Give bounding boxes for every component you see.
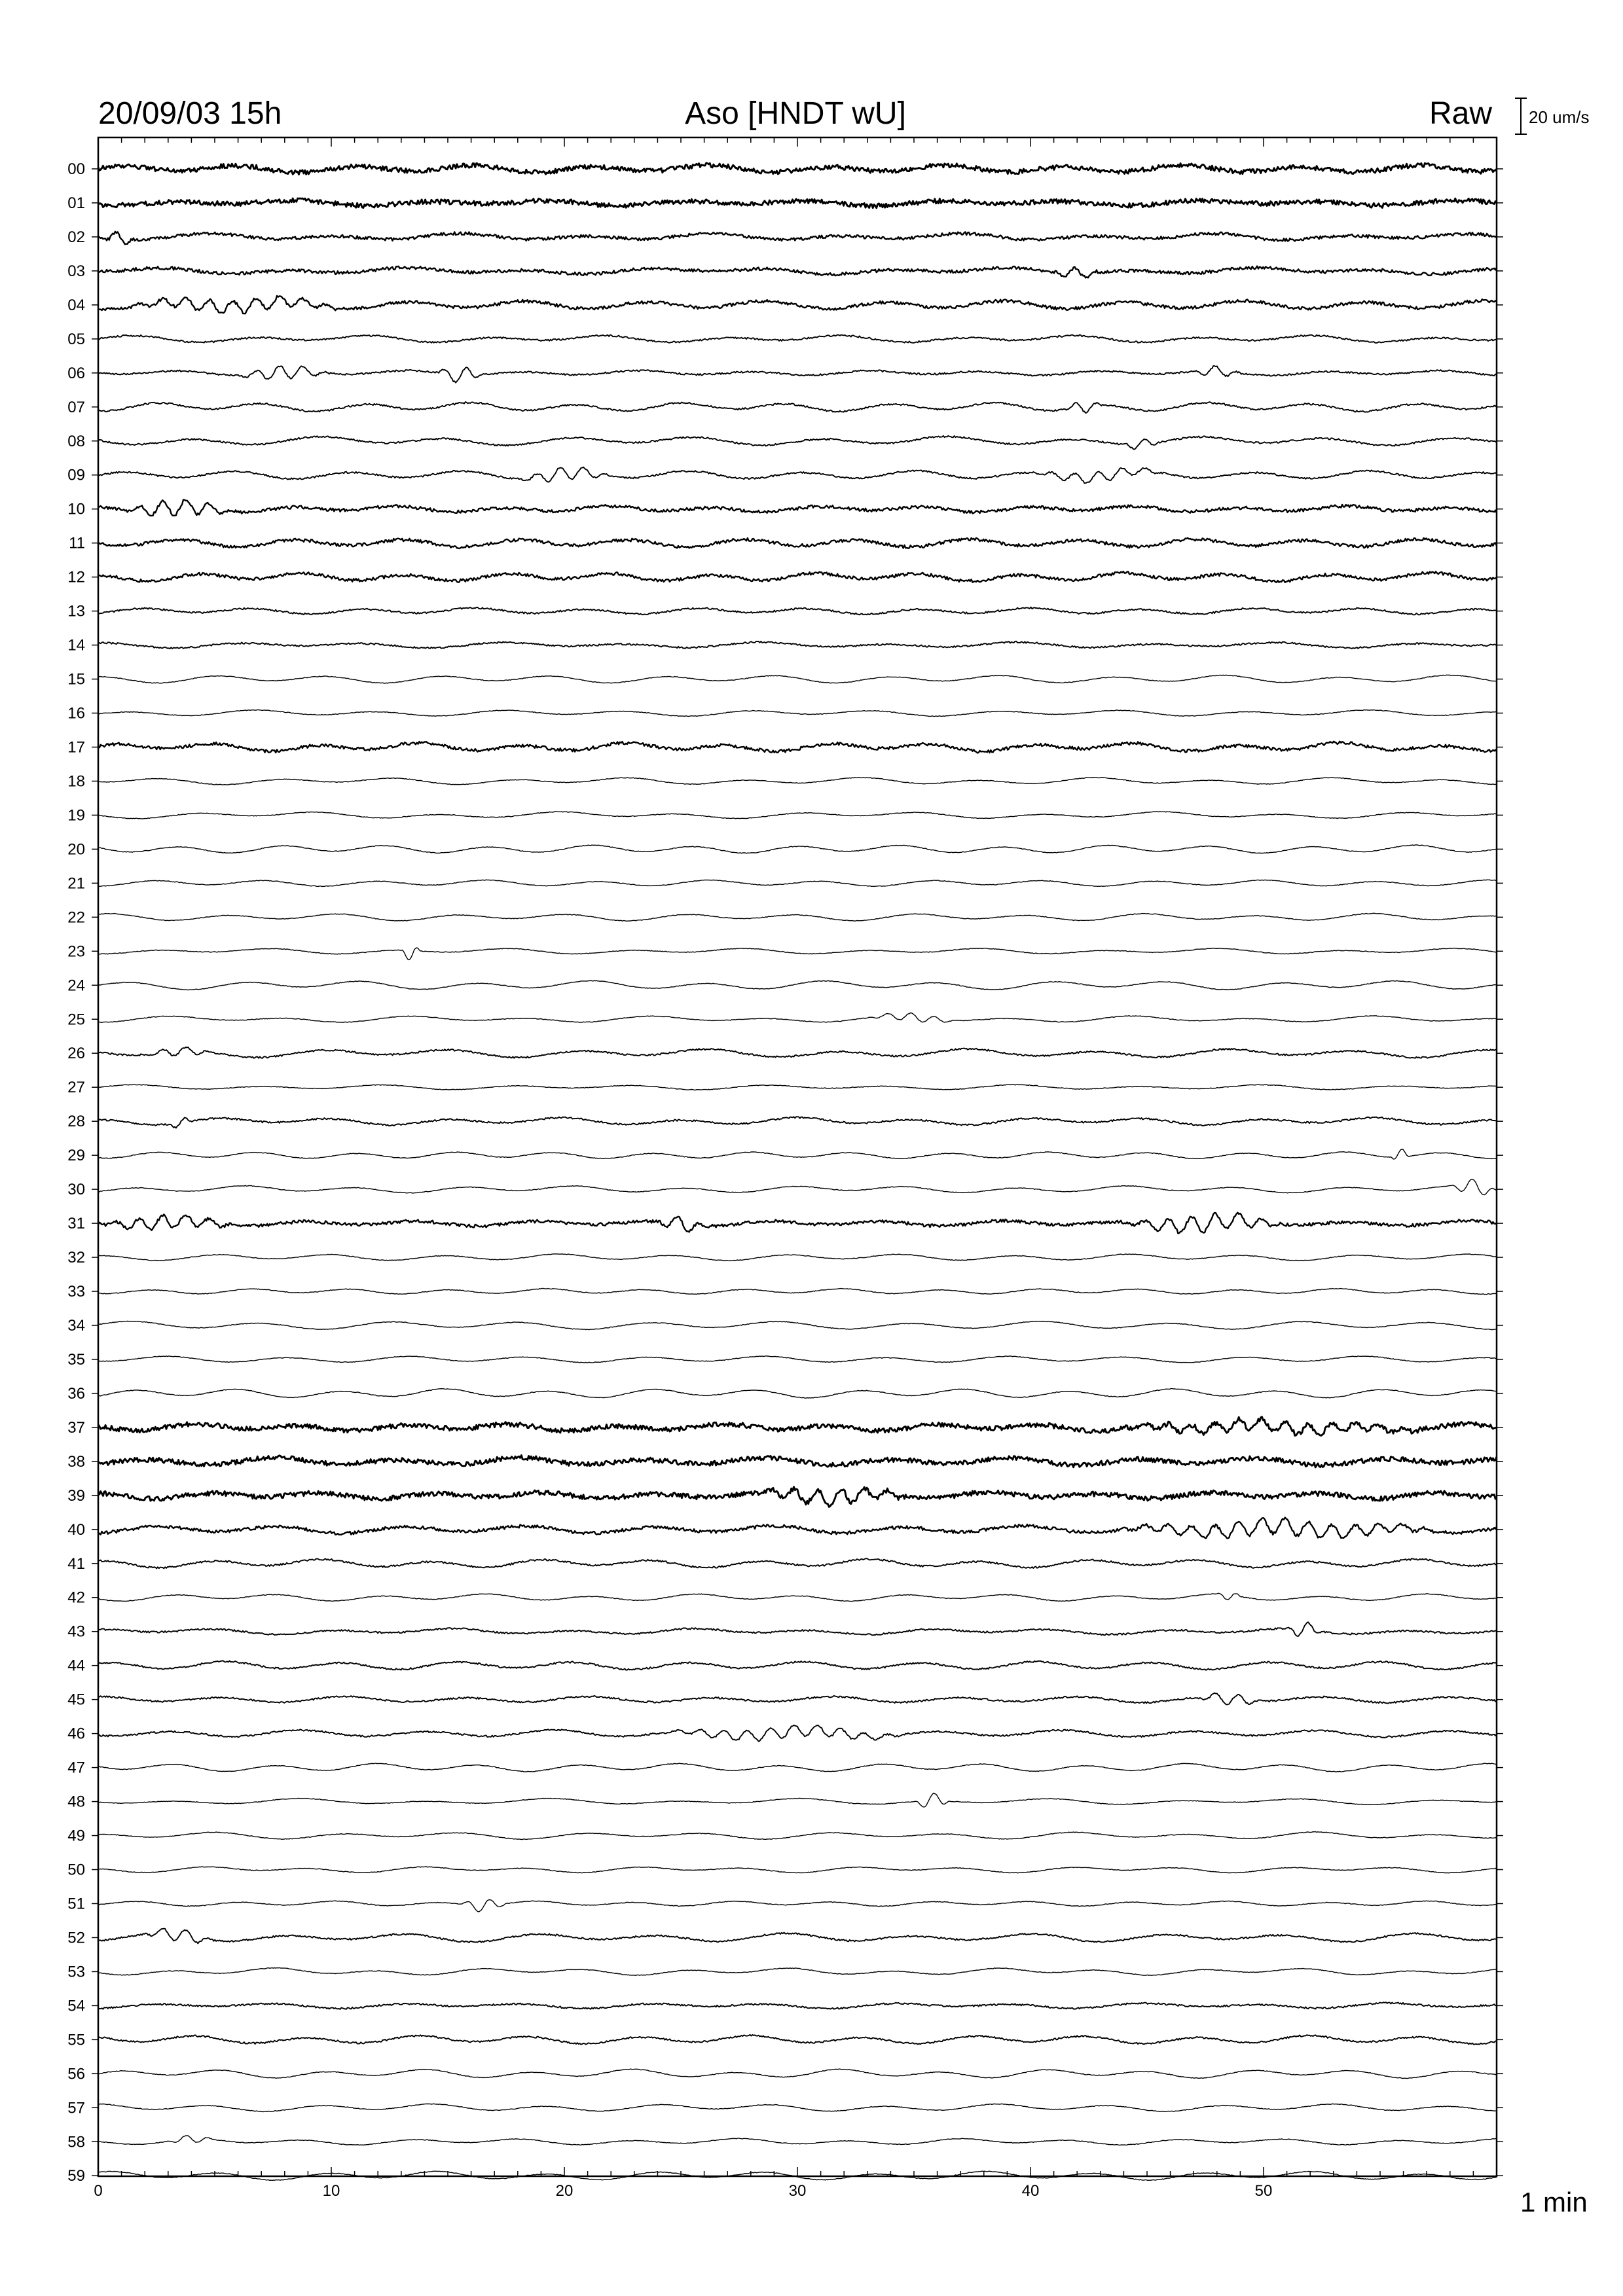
- row-label: 20: [67, 840, 85, 859]
- trace-row: [98, 1693, 1497, 1705]
- station-title: Aso [HNDT wU]: [685, 96, 906, 131]
- row-label: 55: [67, 2031, 85, 2049]
- trace-row: [98, 2002, 1497, 2009]
- trace-row: [98, 2136, 1497, 2145]
- row-label: 48: [67, 1793, 85, 1811]
- trace-row: [98, 198, 1497, 208]
- row-label: 50: [67, 1861, 85, 1879]
- row-label: 22: [67, 908, 85, 927]
- trace-row: [98, 1660, 1497, 1670]
- row-label: 31: [67, 1215, 85, 1233]
- row-label: 07: [67, 398, 85, 416]
- row-label: 23: [67, 942, 85, 961]
- row-label: 18: [67, 772, 85, 791]
- trace-row: [98, 266, 1497, 278]
- trace-row: [98, 1558, 1497, 1568]
- row-label: 51: [67, 1895, 85, 1913]
- row-label: 46: [67, 1725, 85, 1743]
- trace-row: [98, 1013, 1497, 1023]
- x-axis-unit-label: 1 min: [1520, 2187, 1588, 2217]
- row-label: 34: [67, 1316, 85, 1335]
- row-label: 19: [67, 806, 85, 825]
- trace-row: [98, 402, 1497, 413]
- trace-row: [98, 366, 1497, 383]
- trace-row: [98, 1622, 1497, 1636]
- row-label: 45: [67, 1691, 85, 1709]
- row-label: 14: [67, 636, 85, 655]
- x-tick-label: 10: [322, 2182, 340, 2200]
- trace-row: [98, 1832, 1497, 1840]
- trace-row: [98, 571, 1497, 583]
- x-tick-label: 40: [1021, 2182, 1040, 2200]
- trace-row: [98, 1356, 1497, 1363]
- trace-row: [98, 845, 1497, 853]
- trace-row: [98, 880, 1497, 886]
- trace-row: [98, 538, 1497, 548]
- row-label: 37: [67, 1418, 85, 1437]
- row-label: 54: [67, 1997, 85, 2015]
- trace-row: [98, 1793, 1497, 1807]
- row-label: 08: [67, 432, 85, 450]
- trace-row: [98, 1179, 1497, 1195]
- mode-label: Raw: [1429, 96, 1493, 131]
- x-tick-label: 30: [788, 2182, 807, 2200]
- trace-row: [98, 500, 1497, 516]
- row-label: 53: [67, 1963, 85, 1981]
- x-tick-label: 20: [555, 2182, 574, 2200]
- row-label: 30: [67, 1181, 85, 1199]
- row-label: 24: [67, 977, 85, 995]
- trace-row: [98, 1321, 1497, 1330]
- row-label: 12: [67, 568, 85, 586]
- row-label: 47: [67, 1759, 85, 1777]
- amplitude-scale-label: 20 um/s: [1529, 107, 1590, 127]
- trace-row: [98, 1900, 1497, 1912]
- row-label: 32: [67, 1249, 85, 1267]
- row-label: 36: [67, 1384, 85, 1403]
- trace-row: [98, 641, 1497, 649]
- trace-row: [98, 1487, 1497, 1507]
- row-label: 03: [67, 262, 85, 280]
- trace-row: [98, 163, 1497, 174]
- row-label: 06: [67, 364, 85, 382]
- row-label: 59: [67, 2167, 85, 2185]
- row-label: 04: [67, 296, 85, 314]
- trace-row: [98, 335, 1497, 343]
- trace-row: [98, 1254, 1497, 1261]
- trace-row: [98, 232, 1497, 245]
- trace-row: [98, 913, 1497, 921]
- trace-row: [98, 2035, 1497, 2045]
- row-label: 13: [67, 602, 85, 620]
- trace-row: [98, 296, 1497, 314]
- row-label: 10: [67, 500, 85, 518]
- trace-row: [98, 1456, 1497, 1467]
- trace-row: [98, 980, 1497, 990]
- row-label: 49: [67, 1827, 85, 1845]
- x-tick-label: 50: [1254, 2182, 1273, 2200]
- row-label: 27: [67, 1079, 85, 1097]
- row-label: 35: [67, 1350, 85, 1369]
- row-label: 33: [67, 1283, 85, 1301]
- row-label: 42: [67, 1588, 85, 1607]
- row-label: 52: [67, 1929, 85, 1947]
- trace-row: [98, 1968, 1497, 1976]
- datetime-label: 20/09/03 15h: [98, 96, 282, 131]
- row-label: 25: [67, 1011, 85, 1029]
- trace-row: [98, 1593, 1497, 1601]
- trace-row: [98, 1149, 1497, 1159]
- row-label: 28: [67, 1113, 85, 1131]
- trace-row: [98, 709, 1497, 716]
- trace-row: [98, 467, 1497, 484]
- row-label: 17: [67, 738, 85, 757]
- row-label: 40: [67, 1520, 85, 1539]
- row-label: 01: [67, 194, 85, 212]
- trace-row: [98, 1929, 1497, 1944]
- row-label: 09: [67, 466, 85, 484]
- trace-row: [98, 1867, 1497, 1873]
- row-label: 29: [67, 1147, 85, 1165]
- row-label: 26: [67, 1045, 85, 1063]
- trace-row: [98, 812, 1497, 819]
- trace-row: [98, 2104, 1497, 2111]
- row-label: 56: [67, 2065, 85, 2083]
- trace-row: [98, 1518, 1497, 1539]
- trace-row: [98, 1725, 1497, 1741]
- trace-row: [98, 1763, 1497, 1772]
- row-label: 21: [67, 874, 85, 893]
- row-label: 16: [67, 704, 85, 723]
- row-label: 43: [67, 1623, 85, 1641]
- trace-row: [98, 1213, 1497, 1234]
- trace-row: [98, 948, 1497, 960]
- trace-row: [98, 778, 1497, 785]
- amplitude-scale-bar: [1515, 98, 1527, 134]
- trace-row: [98, 607, 1497, 615]
- trace-row: [98, 1085, 1497, 1090]
- row-label: 38: [67, 1452, 85, 1471]
- x-tick-label: 0: [94, 2182, 103, 2200]
- row-label: 44: [67, 1657, 85, 1675]
- row-label: 57: [67, 2099, 85, 2117]
- trace-row: [98, 1417, 1497, 1436]
- trace-row: [98, 742, 1497, 753]
- trace-row: [98, 1289, 1497, 1295]
- row-label: 15: [67, 670, 85, 689]
- row-label: 00: [67, 160, 85, 178]
- row-label: 58: [67, 2133, 85, 2151]
- trace-row: [98, 436, 1497, 450]
- row-label: 02: [67, 228, 85, 246]
- row-label: 05: [67, 330, 85, 348]
- trace-row: [98, 1389, 1497, 1399]
- trace-row: [98, 2069, 1497, 2079]
- row-label: 11: [69, 534, 85, 552]
- trace-row: [98, 1117, 1497, 1128]
- row-label: 39: [67, 1486, 85, 1505]
- row-label: 41: [67, 1554, 85, 1573]
- trace-row: [98, 1047, 1497, 1058]
- trace-row: [98, 675, 1497, 683]
